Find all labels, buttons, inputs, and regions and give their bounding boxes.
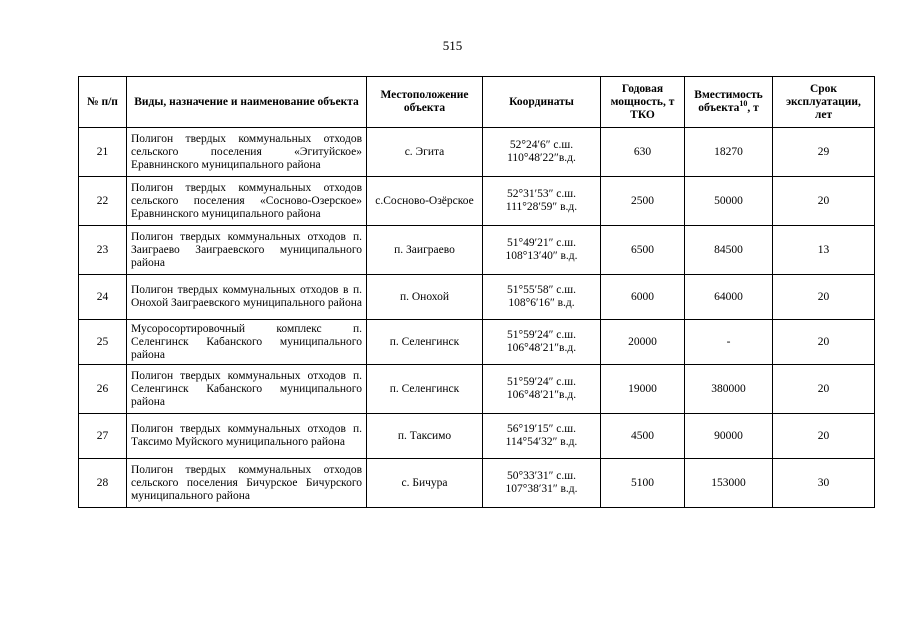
cell-capacity: 6000 (601, 275, 685, 320)
cell-volume: 64000 (685, 275, 773, 320)
cell-location: п. Таксимо (367, 414, 483, 459)
cell-num: 25 (79, 320, 127, 365)
cell-name: Полигон твердых коммунальных отходов п. Селенгинск Кабанского муниципального района (127, 365, 367, 414)
cell-capacity: 4500 (601, 414, 685, 459)
header-volume (685, 77, 773, 128)
cell-num: 27 (79, 414, 127, 459)
cell-capacity: 20000 (601, 320, 685, 365)
header-volume-text: Вместимость объекта (694, 89, 763, 114)
coord-longitude: 107°38′31″ в.д. (505, 483, 578, 495)
coord-longitude: 108°6′16″ в.д. (508, 297, 575, 309)
cell-capacity: 2500 (601, 177, 685, 226)
cell-volume: 380000 (685, 365, 773, 414)
cell-location: п. Заиграево (367, 226, 483, 275)
coord-longitude: 108°13′40″ в.д. (505, 250, 578, 262)
cell-term: 20 (773, 414, 875, 459)
cell-location: с. Бичура (367, 459, 483, 508)
cell-name: Полигон твердых коммунальных отходов сельского поселения «Сосново-Озерское» Еравнинского муниципального района (127, 177, 367, 226)
cell-location: с. Эгита (367, 128, 483, 177)
table-row (79, 177, 875, 226)
cell-volume: 153000 (685, 459, 773, 508)
landfill-table (78, 76, 875, 508)
cell-location: с.Сосново-Озёрское (367, 177, 483, 226)
coord-latitude: 52°31′53″ с.ш. (507, 188, 576, 200)
table-row (79, 128, 875, 177)
table-row (79, 226, 875, 275)
cell-name: Полигон твердых коммунальных отходов в п. Онохой Заиграевского муниципального района (127, 275, 367, 320)
table-row (79, 414, 875, 459)
page-number: 515 (442, 38, 463, 53)
cell-term: 20 (773, 320, 875, 365)
cell-coords (483, 128, 601, 177)
cell-term: 30 (773, 459, 875, 508)
table-row (79, 365, 875, 414)
coord-longitude: 110°48′22″в.д. (507, 152, 576, 164)
cell-num: 28 (79, 459, 127, 508)
cell-volume: 18270 (685, 128, 773, 177)
cell-coords (483, 365, 601, 414)
cell-location: п. Онохой (367, 275, 483, 320)
coord-longitude: 106°48′21″в.д. (506, 342, 577, 354)
cell-term: 13 (773, 226, 875, 275)
cell-term: 29 (773, 128, 875, 177)
coord-latitude: 50°33′31″ с.ш. (507, 470, 576, 482)
cell-coords (483, 226, 601, 275)
cell-num: 26 (79, 365, 127, 414)
cell-capacity: 5100 (601, 459, 685, 508)
coord-latitude: 52°24′6″ с.ш. (509, 139, 574, 151)
cell-capacity: 19000 (601, 365, 685, 414)
cell-name: Полигон твердых коммунальных отходов п. Заиграево Заиграевского муниципального района (127, 226, 367, 275)
coord-longitude: 111°28′59″ в.д. (505, 201, 578, 213)
cell-capacity: 6500 (601, 226, 685, 275)
table-row (79, 275, 875, 320)
cell-name: Полигон твердых коммунальных отходов сельского поселения «Эгитуйское» Еравнинского муниципального района (127, 128, 367, 177)
cell-capacity: 630 (601, 128, 685, 177)
cell-location: п. Селенгинск (367, 365, 483, 414)
cell-coords (483, 275, 601, 320)
cell-term: 20 (773, 365, 875, 414)
cell-volume: - (685, 320, 773, 365)
coord-latitude: 51°59′24″ с.ш. (507, 329, 576, 341)
cell-volume: 84500 (685, 226, 773, 275)
coord-latitude: 51°55′58″ с.ш. (507, 284, 576, 296)
header-location: Местоположение объекта (367, 77, 483, 128)
cell-location: п. Селенгинск (367, 320, 483, 365)
cell-coords (483, 177, 601, 226)
cell-name: Полигон твердых коммунальных отходов сельского поселения Бичурское Бичурского муниципального района (127, 459, 367, 508)
coord-latitude: 56°19′15″ с.ш. (507, 423, 576, 435)
header-term: Срок эксплуатации, лет (773, 77, 875, 128)
cell-coords (483, 414, 601, 459)
table-row (79, 320, 875, 365)
table-row (79, 459, 875, 508)
coord-longitude: 106°48′21″в.д. (506, 389, 577, 401)
cell-num: 23 (79, 226, 127, 275)
cell-name: Мусоросортировочный комплекс п. Селенгинск Кабанского муниципального района (127, 320, 367, 365)
cell-term: 20 (773, 177, 875, 226)
cell-name: Полигон твердых коммунальных отходов п. Таксимо Муйского муниципального района (127, 414, 367, 459)
header-capacity: Годовая мощность, т ТКО (601, 77, 685, 128)
cell-num: 24 (79, 275, 127, 320)
footnote-ref: 10 (739, 99, 748, 109)
header-num: № п/п (79, 77, 127, 128)
coord-latitude: 51°59′24″ с.ш. (507, 376, 576, 388)
header-coords: Координаты (483, 77, 601, 128)
cell-num: 22 (79, 177, 127, 226)
header-name: Виды, назначение и наименование объекта (127, 77, 367, 128)
cell-num: 21 (79, 128, 127, 177)
coord-latitude: 51°49′21″ с.ш. (507, 237, 576, 249)
cell-coords (483, 320, 601, 365)
coord-longitude: 114°54′32″ в.д. (505, 436, 578, 448)
cell-volume: 90000 (685, 414, 773, 459)
cell-coords (483, 459, 601, 508)
cell-volume: 50000 (685, 177, 773, 226)
header-volume-unit: , т (747, 102, 759, 114)
table-header-row (79, 77, 875, 128)
cell-term: 20 (773, 275, 875, 320)
